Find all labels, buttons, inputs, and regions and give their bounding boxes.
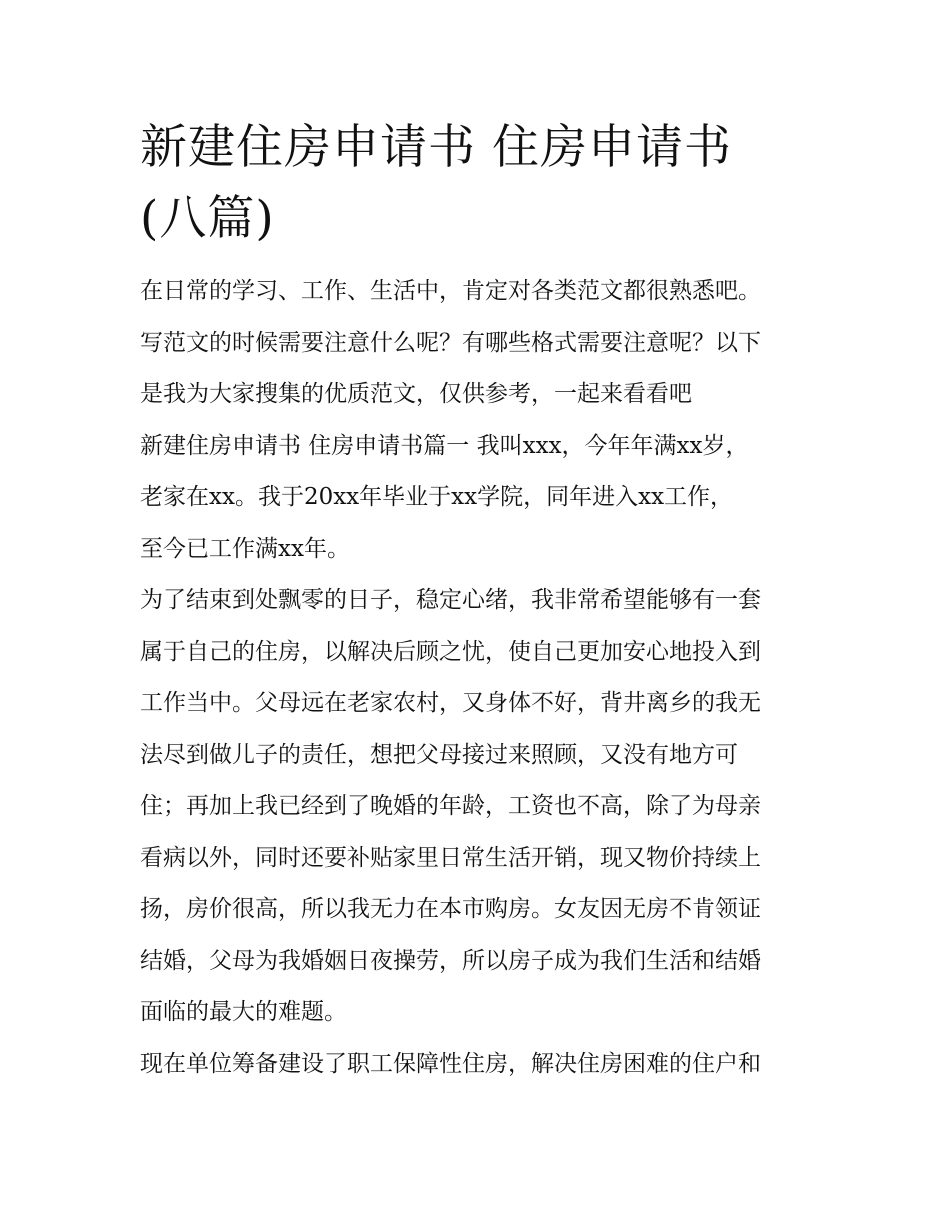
document-body [140,266,820,1090]
body-line: 老家在xx。我于20xx年毕业于xx学院，同年进入xx工作， [140,484,734,510]
body-line: 工作当中。父母远在老家农村，又身体不好，背井离乡的我无 [140,690,761,716]
document-title [140,112,820,254]
body-line: 写范文的时候需要注意什么呢？有哪些格式需要注意呢？以下 [140,329,761,356]
title-line: 新建住房申请书 住房申请书 [140,120,732,175]
body-line: 至今已工作满xx年。 [140,535,350,562]
body-line: 现在单位筹备建设了职工保障性住房，解决住房困难的住户和 [140,1050,761,1077]
document-content [140,112,820,1090]
body-line: 看病以外，同时还要补贴家里日常生活开销，现又物价持续上 [140,844,761,871]
body-line: 住；再加上我已经到了晚婚的年龄，工资也不高，除了为母亲 [140,793,761,819]
body-line: 扬，房价很高，所以我无力在本市购房。女友因无房不肯领证 [140,896,761,922]
body-line: 在日常的学习、工作、生活中，肯定对各类范文都很熟悉吧。 [140,278,761,304]
body-line: 法尽到做儿子的责任，想把父母接过来照顾，又没有地方可 [140,741,738,768]
body-line: 结婚，父母为我婚姻日夜操劳，所以房子成为我们生活和结婚 [140,947,761,974]
body-line: 新建住房申请书 住房申请书篇一 我叫xxx，今年年满xx岁， [140,432,749,459]
body-line: 为了结束到处飘零的日子，稳定心绪，我非常希望能够有一套 [140,587,761,613]
body-line: 面临的最大的难题。 [140,999,347,1025]
body-line: 属于自己的住房，以解决后顾之忧，使自己更加安心地投入到 [140,638,761,665]
body-line: 是我为大家搜集的优质范文，仅供参考，一起来看看吧 [140,381,692,407]
title-line: (八篇) [140,191,275,246]
